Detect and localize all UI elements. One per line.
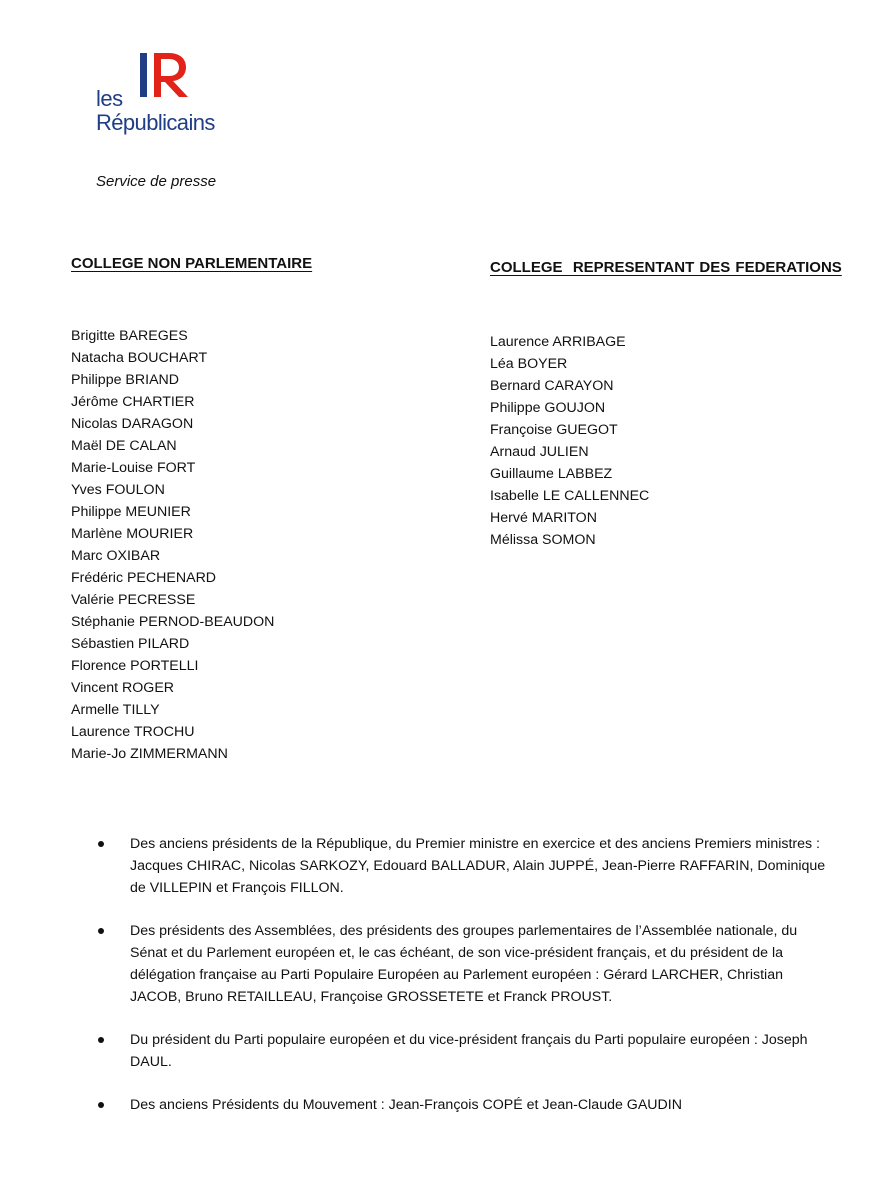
list-item: Nicolas DARAGON — [71, 416, 194, 432]
list-item: Mélissa SOMON — [490, 532, 596, 548]
bullet-item — [98, 920, 838, 1008]
list-item: Armelle TILLY — [71, 702, 160, 718]
list-item: Hervé MARITON — [490, 510, 597, 526]
list-item: Françoise GUEGOT — [490, 422, 618, 438]
list-item: Laurence TROCHU — [71, 724, 195, 740]
non-parlementaire-member-list — [71, 325, 274, 765]
list-item: Marie-Jo ZIMMERMANN — [71, 746, 228, 762]
bullet-item — [98, 1029, 838, 1073]
list-item: Philippe GOUJON — [490, 400, 606, 416]
list-item: Jérôme CHARTIER — [71, 394, 195, 410]
list-item: Vincent ROGER — [71, 680, 175, 696]
bullet-text: Du président du Parti populaire européen et du vice-président français du Parti populaire européen : Joseph DAUL. — [130, 1032, 808, 1070]
list-item: Laurence ARRIBAGE — [490, 334, 626, 350]
list-item: Philippe MEUNIER — [71, 504, 191, 520]
list-item: Marc OXIBAR — [71, 548, 161, 564]
bullet-text: Des présidents des Assemblées, des présidents des groupes parlementaires de l’Assemblée nationale, du Sénat et du Parlement européen et, le cas échéant, de son vice-président français, et du président de la délégation française au Parti Populaire Européen au Parlement européen : Gérard LARCHER, Christian JACOB, Bruno RETAILLEAU, Françoise GROSSETETE et Franck PROUST. — [130, 923, 798, 1005]
list-item: Arnaud JULIEN — [490, 444, 589, 460]
bullet-icon — [98, 1037, 104, 1043]
federations-member-list — [490, 331, 649, 551]
list-item: Stéphanie PERNOD-BEAUDON — [71, 614, 275, 630]
list-item: Yves FOULON — [71, 482, 165, 498]
bullet-text: Des anciens Présidents du Mouvement : Jean-François COPÉ et Jean-Claude GAUDIN — [130, 1097, 682, 1113]
bullet-icon — [98, 1102, 104, 1108]
list-item: Maël DE CALAN — [71, 438, 177, 454]
college-federations-title — [490, 259, 842, 276]
list-item: Guillaume LABBEZ — [490, 466, 613, 482]
press-service-label: Service de presse — [96, 173, 217, 190]
logo-text-les: les — [96, 86, 123, 111]
college-non-parlementaire-title: COLLEGE NON PARLEMENTAIRE — [71, 255, 313, 272]
college-federations-title-text: COLLEGE REPRESENTANT DES FEDERATIONS — [490, 259, 842, 276]
list-item: Florence PORTELLI — [71, 658, 199, 674]
list-item: Isabelle LE CALLENNEC — [490, 488, 650, 504]
bullet-icon — [98, 841, 104, 847]
bullet-icon — [98, 928, 104, 934]
list-item: Valérie PECRESSE — [71, 592, 196, 608]
bullet-item — [98, 1094, 838, 1116]
list-item: Marlène MOURIER — [71, 526, 194, 542]
bullet-text: Des anciens présidents de la République, du Premier ministre en exercice et des anciens Premiers ministres : Jacques CHIRAC, Nicolas SARKOZY, Edouard BALLADUR, Alain JUPPÉ, Jean-Pierre RAFFARIN, Dominique de VILLEPIN et François FILLON. — [130, 836, 826, 896]
bullet-item — [98, 833, 838, 899]
list-item: Léa BOYER — [490, 356, 568, 372]
list-item: Sébastien PILARD — [71, 636, 190, 652]
list-item: Natacha BOUCHART — [71, 350, 208, 366]
list-item: Marie-Louise FORT — [71, 460, 196, 476]
list-item: Frédéric PECHENARD — [71, 570, 217, 586]
logo-text-republicains: Républicains — [96, 110, 215, 135]
ex-officio-members-list — [98, 833, 838, 1116]
list-item: Brigitte BAREGES — [71, 328, 188, 344]
list-item: Philippe BRIAND — [71, 372, 180, 388]
les-republicains-logo — [96, 50, 246, 150]
list-item: Bernard CARAYON — [490, 378, 614, 394]
